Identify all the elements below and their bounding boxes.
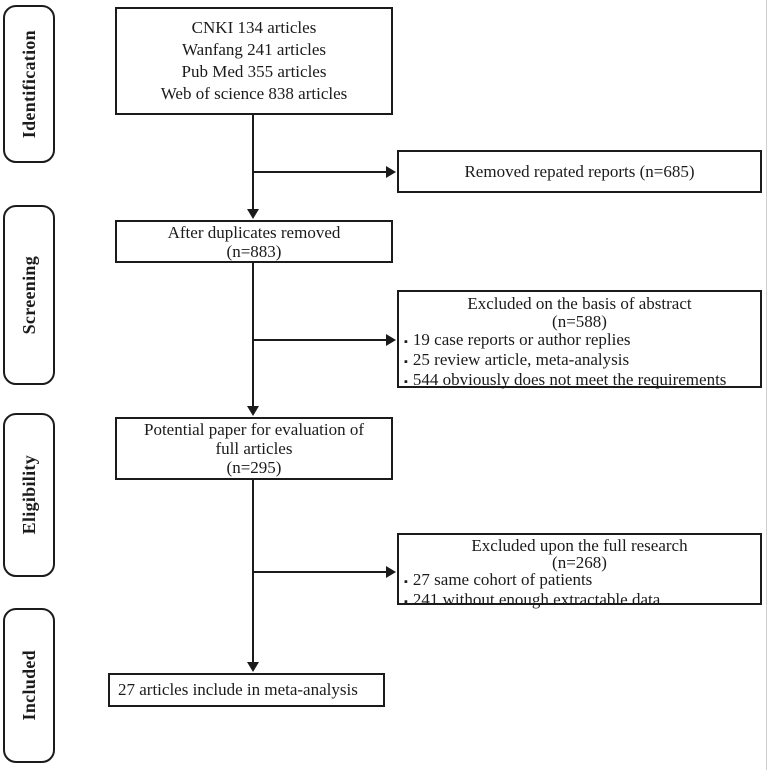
stage-identification-label: Identification bbox=[18, 29, 39, 139]
stage-identification bbox=[3, 5, 55, 163]
bullet-text: 25 review article, meta-analysis bbox=[412, 350, 630, 369]
bullet-text: 19 case reports or author replies bbox=[412, 330, 631, 349]
source-line: Pub Med 355 articles bbox=[181, 62, 327, 81]
connector-sources-to-screening bbox=[252, 115, 254, 210]
bullet-icon: ▪ bbox=[404, 376, 408, 388]
bullet-text: 544 obviously does not meet the requirements bbox=[412, 370, 727, 389]
included-text: 27 articles include in meta-analysis bbox=[118, 680, 358, 699]
bullet-icon: ▪ bbox=[404, 356, 408, 368]
stage-included bbox=[3, 608, 55, 763]
bullet-text: 27 same cohort of patients bbox=[412, 570, 593, 589]
source-line: Web of science 838 articles bbox=[160, 84, 348, 103]
after-duplicates-count: (n=883) bbox=[226, 241, 282, 261]
excluded-abstract-bullet bbox=[399, 371, 760, 391]
box-after-duplicates bbox=[115, 220, 393, 263]
after-duplicates-line: After duplicates removed bbox=[167, 222, 341, 242]
stage-eligibility bbox=[3, 413, 55, 577]
excluded-abstract-bullet bbox=[399, 351, 760, 371]
stage-eligibility-label: Eligibility bbox=[18, 455, 39, 535]
arrowhead-right-icon bbox=[386, 166, 396, 178]
potential-count: (n=295) bbox=[226, 458, 282, 477]
box-removed-duplicates bbox=[397, 150, 762, 193]
arrowhead-right-icon bbox=[386, 566, 396, 578]
connector-to-excluded-full bbox=[253, 571, 386, 573]
box-included-meta-analysis bbox=[108, 673, 385, 707]
bullet-text: 241 without enough extractable data bbox=[412, 590, 661, 609]
box-excluded-full-research bbox=[397, 533, 762, 609]
stage-screening-label: Screening bbox=[18, 255, 39, 335]
excluded-abstract-bullet bbox=[399, 331, 760, 351]
potential-line: Potential paper for evaluation of bbox=[144, 420, 364, 439]
removed-duplicates-text: Removed repated reports (n=685) bbox=[464, 161, 695, 181]
connector-screening-to-eligibility bbox=[252, 263, 254, 406]
excluded-full-bullet bbox=[399, 571, 760, 591]
excluded-full-count: (n=268) bbox=[552, 553, 607, 572]
box-excluded-abstract bbox=[397, 290, 762, 388]
connector-to-removed-duplicates bbox=[253, 171, 386, 173]
box-database-sources bbox=[115, 7, 393, 115]
arrowhead-right-icon bbox=[386, 334, 396, 346]
arrowhead-down-icon bbox=[247, 209, 259, 219]
arrowhead-down-icon bbox=[247, 662, 259, 672]
source-line: Wanfang 241 articles bbox=[181, 40, 327, 59]
stage-screening bbox=[3, 205, 55, 385]
bullet-icon: ▪ bbox=[404, 576, 408, 588]
potential-line: full articles bbox=[215, 439, 293, 458]
stage-included-label: Included bbox=[18, 650, 39, 721]
bullet-icon: ▪ bbox=[404, 336, 408, 348]
connector-to-excluded-abstract bbox=[253, 339, 386, 341]
bullet-icon: ▪ bbox=[404, 596, 408, 608]
source-line: CNKI 134 articles bbox=[191, 18, 317, 37]
box-potential-full-articles bbox=[115, 417, 393, 480]
excluded-abstract-title: Excluded on the basis of abstract bbox=[467, 294, 692, 313]
excluded-full-title: Excluded upon the full research bbox=[471, 536, 688, 555]
arrowhead-down-icon bbox=[247, 406, 259, 416]
excluded-abstract-count: (n=588) bbox=[552, 312, 607, 331]
excluded-full-bullet bbox=[399, 591, 760, 611]
